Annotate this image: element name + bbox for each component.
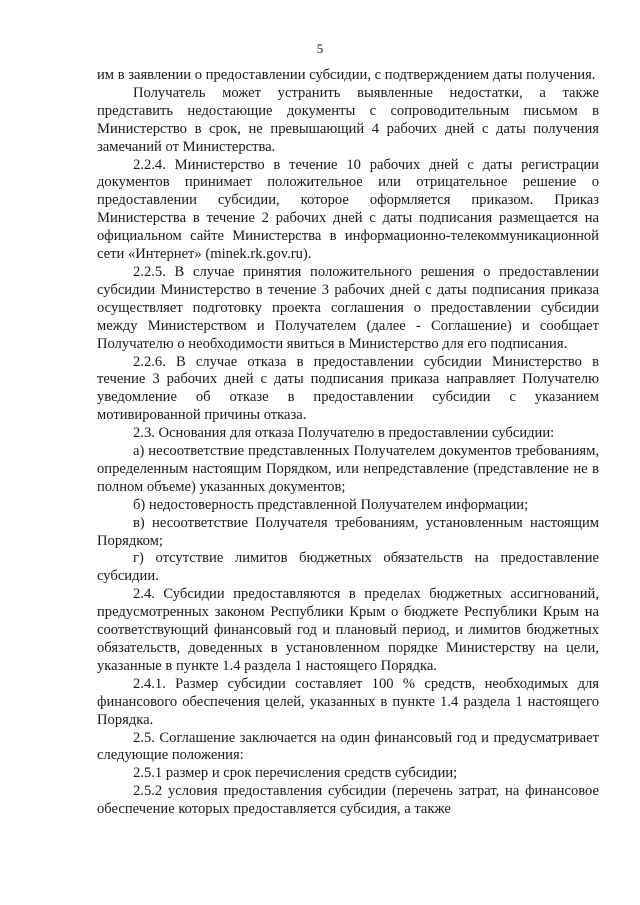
- paragraph-2-4: 2.4. Субсидии предоставляются в пределах бюджетных ассигнований, предусмотренных законом Республики Крым о бюджете Республики Крым на соответствующий финансовый год и плановый период, и лимитов бюджетных обязательств, доведенных в установленном порядке Министерству на цели, указанные в пункте 1.4 раздела 1 настоящего Порядка.: [97, 586, 599, 674]
- paragraph-2-2-6: 2.2.6. В случае отказа в предоставлении субсидии Министерство в течение 3 рабочих дней с даты подписания приказа направляет Получателю уведомление об отказе в предоставлении субсидии с указанием мотивированной причины отказа.: [97, 353, 599, 424]
- paragraph-2-5-2: 2.5.2 условия предоставления субсидии (перечень затрат, на финансовое обеспечение которых предоставляется субсидия, а также: [97, 783, 599, 818]
- page-number: 5: [316, 41, 324, 56]
- paragraph-2-4-1: 2.4.1. Размер субсидии составляет 100 % средств, необходимых для финансового обеспечения целей, указанных в пункте 1.4 раздела 1 настоящего Порядка.: [97, 675, 599, 728]
- paragraph-2-3-b: б) недостоверность представленной Получателем информации;: [133, 496, 529, 513]
- document-body: [97, 67, 599, 819]
- paragraph-2-5: 2.5. Соглашение заключается на один финансовый год и предусматривает следующие положения:: [97, 729, 599, 764]
- paragraph-deficiency-correction: Получатель может устранить выявленные недостатки, а также представить недостающие документы с сопроводительным письмом в Министерство в срок, не превышающий 4 рабочих дней с даты получения замечаний от Министерства.: [97, 84, 599, 155]
- paragraph-2-3-g: г) отсутствие лимитов бюджетных обязательств на предоставление субсидии.: [97, 550, 599, 585]
- paragraph-2-3-v: в) несоответствие Получателя требованиям, установленным настоящим Порядком;: [97, 514, 599, 549]
- paragraph-2-2-4: 2.2.4. Министерство в течение 10 рабочих дней с даты регистрации документов принимает положительное или отрицательное решение о предоставлении субсидии, которое оформляется приказом. Приказ Министерства в течение 2 рабочих дней с даты подписания размещается на официальном сайте Министерства в информационно-телекоммуникационной сети «Интернет» (minek.rk.gov.ru).: [97, 156, 599, 263]
- paragraph-continuation: им в заявлении о предоставлении субсидии, с подтверждением даты получения.: [97, 67, 596, 83]
- paragraph-2-2-5: 2.2.5. В случае принятия положительного решения о предоставлении субсидии Министерство в течение 3 рабочих дней с даты подписания приказа осуществляет подготовку проекта соглашения о предоставлении субсидии между Министерством и Получателем (далее - Соглашение) и сообщает Получателю о необходимости явиться в Министерство для его подписания.: [97, 263, 599, 352]
- paragraph-2-5-1: 2.5.1 размер и срок перечисления средств субсидии;: [133, 765, 458, 782]
- paragraph-2-3: 2.3. Основания для отказа Получателю в предоставлении субсидии:: [133, 425, 555, 442]
- paragraph-2-3-a: а) несоответствие представленных Получателем документов требованиям, определенным настоящим Порядком, или непредставление (представление не в полном объеме) указанных документов;: [97, 443, 599, 495]
